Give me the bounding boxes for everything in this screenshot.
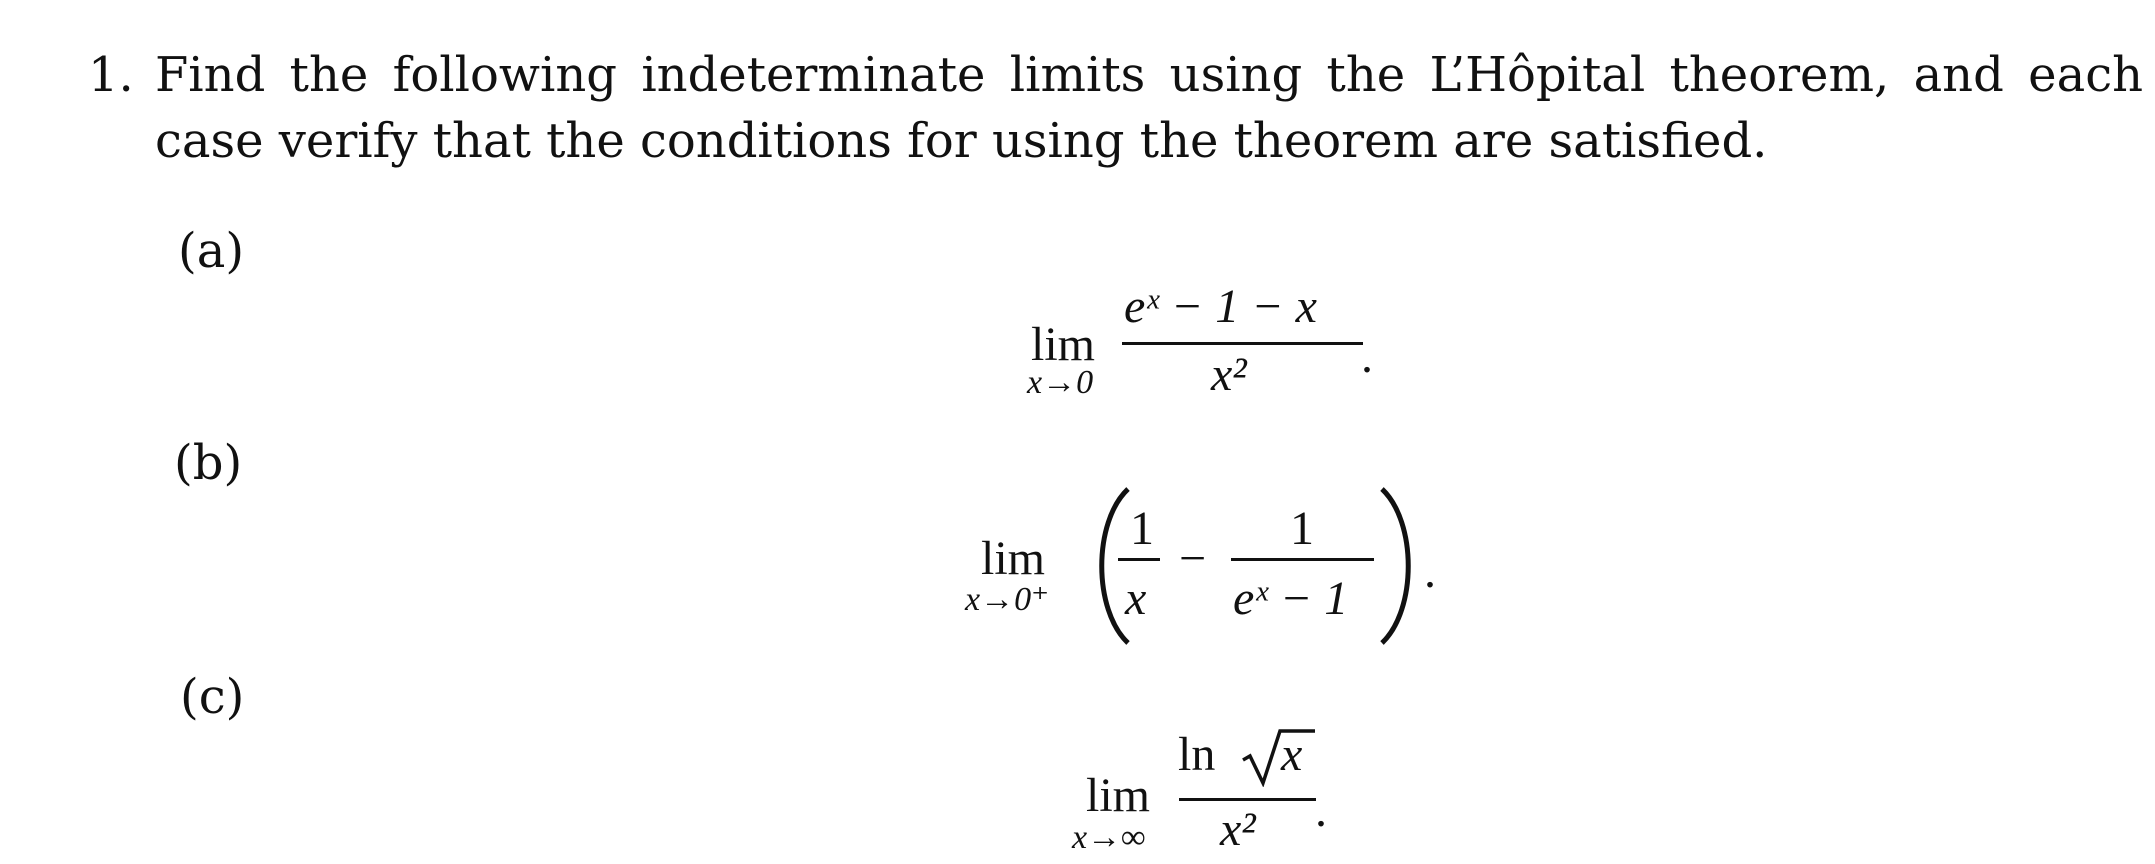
part-b-lim: lim <box>981 532 1046 585</box>
part-b-second-fraction-numerator: 1 <box>1290 502 1314 555</box>
problem-number: 1. <box>88 47 134 103</box>
part-c-period: . <box>1315 784 1327 837</box>
part-b-second-fraction-denominator: eˣ − 1 <box>1233 572 1349 625</box>
part-b-label: (b) <box>174 435 243 491</box>
part-c-label: (c) <box>180 669 245 725</box>
part-a-denominator: x² <box>1211 348 1247 401</box>
part-a-lim: lim <box>1031 318 1096 371</box>
part-c-subscript: x→∞ <box>1072 819 1146 856</box>
part-c-radicand: x <box>1281 728 1303 781</box>
part-b-first-fraction-numerator: 1 <box>1130 502 1154 555</box>
part-c-denominator: x² <box>1220 803 1256 856</box>
square-root-icon <box>1241 729 1317 787</box>
part-a-subscript: x→0 <box>1027 364 1094 401</box>
part-b-minus-operator: − <box>1179 532 1207 585</box>
part-a-label: (a) <box>178 223 245 279</box>
part-a-period: . <box>1361 330 1373 383</box>
part-c-fraction-bar <box>1179 798 1316 801</box>
part-c-lim: lim <box>1086 769 1151 822</box>
problem-instruction: Find the following indeterminate limits using the L’Hôpital theorem, and each case verify that the conditions for using the theorem are satisfied. <box>155 47 2143 169</box>
part-c-numerator <box>1178 728 1303 781</box>
part-b-first-fraction-denominator: x <box>1125 572 1147 625</box>
part-b-subscript: x→0⁺ <box>965 581 1050 618</box>
part-a-numerator: eˣ − 1 − x <box>1124 280 1317 333</box>
part-b-period: . <box>1424 545 1436 598</box>
natural-log-label: ln <box>1178 728 1216 781</box>
